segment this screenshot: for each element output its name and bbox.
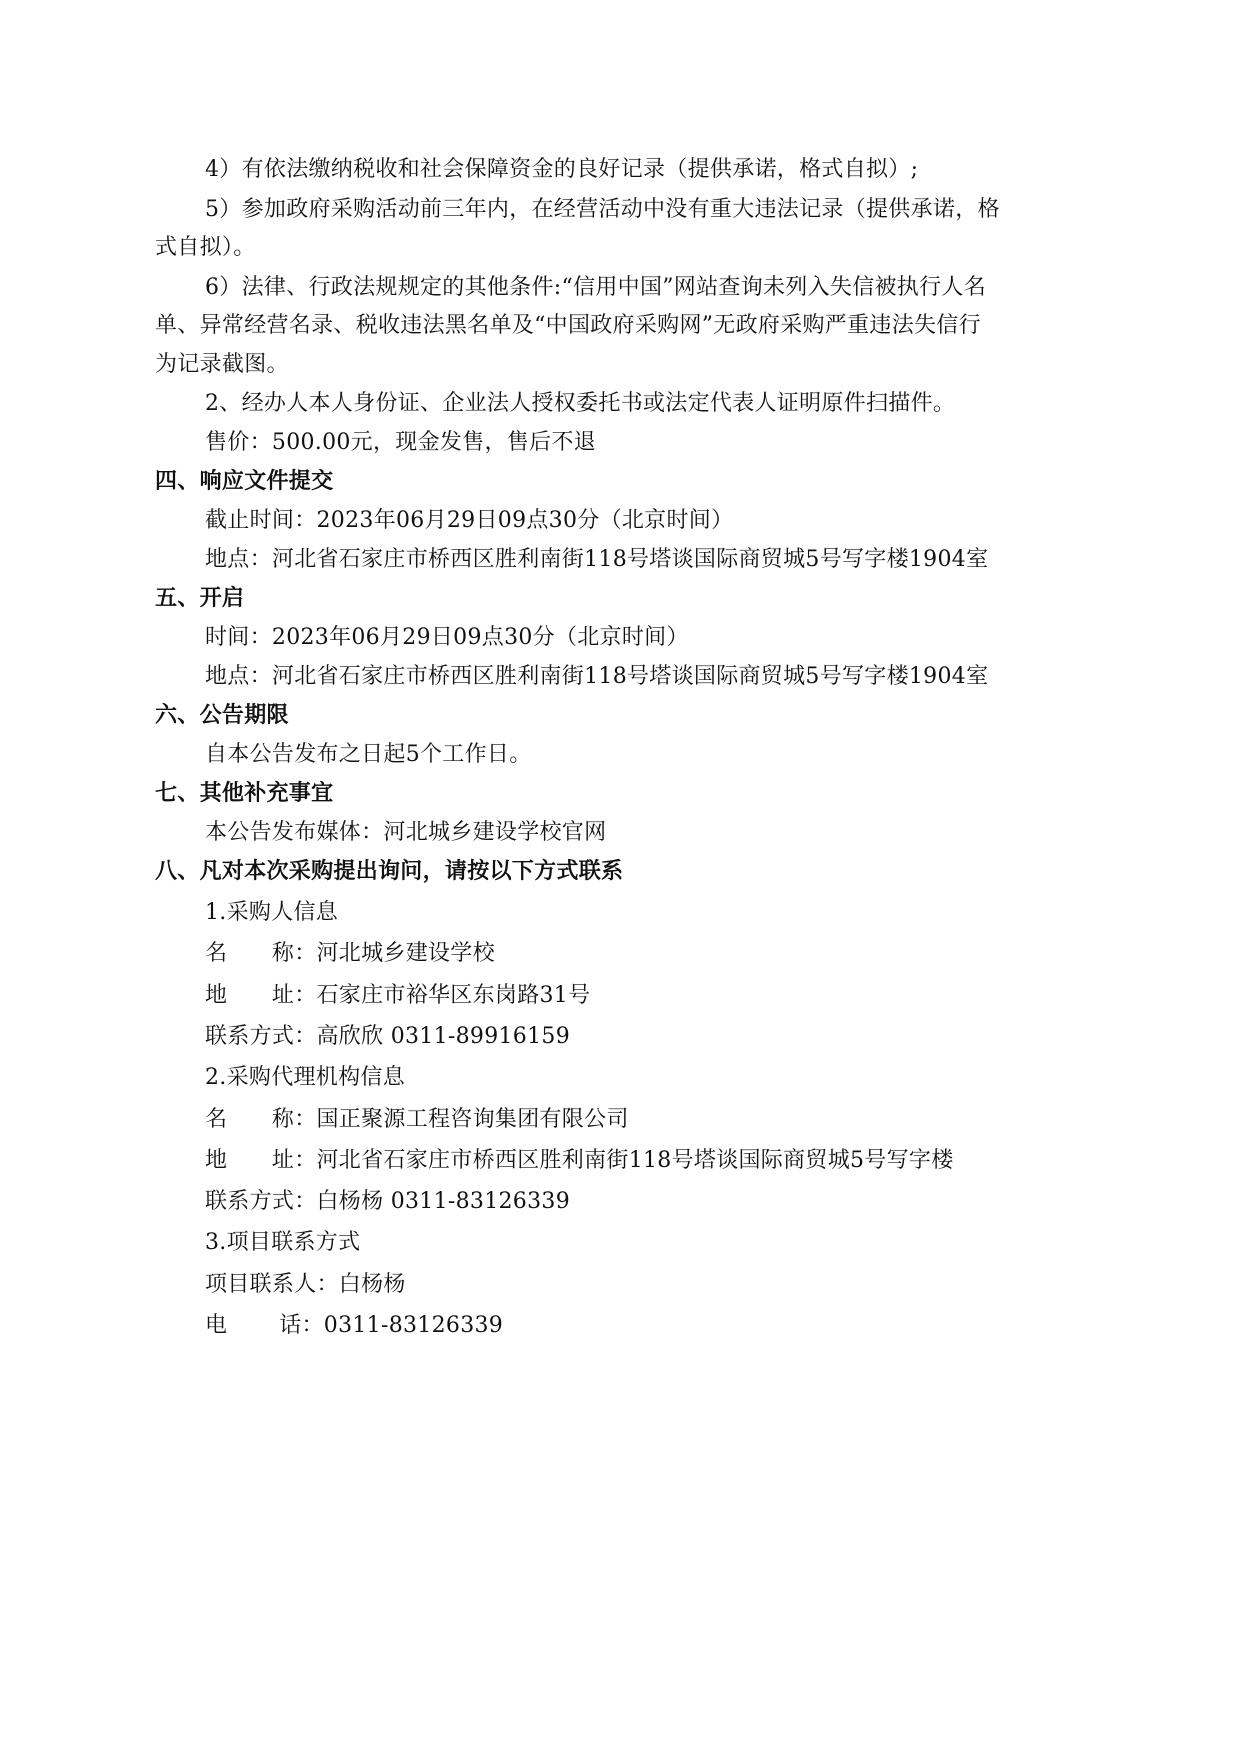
buyer-address: 地 址：石家庄市裕华区东岗路31号 (205, 983, 591, 1008)
section-7-title: 七、其他补充事宜 (155, 781, 334, 806)
qualification-item-6-line-3: 为记录截图。 (155, 352, 289, 377)
project-contact-person: 项目联系人：白杨杨 (205, 1272, 406, 1297)
buyer-name: 名 称：河北城乡建设学校 (205, 941, 495, 966)
project-contact-heading: 3.项目联系方式 (205, 1230, 361, 1255)
opening-time: 时间：2023年06月29日09点30分（北京时间） (205, 625, 689, 650)
project-contact-phone: 电 话：0311-83126339 (205, 1313, 504, 1338)
agency-contact: 联系方式：白杨杨 0311-83126339 (205, 1189, 570, 1214)
qualification-item-5-line-1: 5）参加政府采购活动前三年内，在经营活动中没有重大违法记录（提供承诺，格 (205, 197, 1000, 222)
submission-deadline: 截止时间：2023年06月29日09点30分（北京时间） (205, 508, 734, 533)
notice-period-text: 自本公告发布之日起5个工作日。 (205, 742, 532, 767)
section-5-title: 五、开启 (155, 586, 245, 611)
agency-address: 地 址：河北省石家庄市桥西区胜利南街118号塔谈国际商贸城5号写字楼 (205, 1148, 954, 1173)
qualification-item-6-line-2: 单、异常经营名录、税收违法黑名单及“中国政府采购网”无政府采购严重违法失信行 (155, 313, 981, 338)
qualification-item-4: 4）有依法缴纳税收和社会保障资金的良好记录（提供承诺，格式自拟）; (205, 157, 919, 182)
qualification-item-6-line-1: 6）法律、行政法规规定的其他条件:“信用中国”网站查询未列入失信被执行人名 (205, 275, 987, 300)
buyer-info-heading: 1.采购人信息 (205, 900, 339, 925)
agency-info-heading: 2.采购代理机构信息 (205, 1065, 405, 1090)
section-8-title: 八、凡对本次采购提出询问，请按以下方式联系 (155, 859, 624, 884)
opening-location: 地点：河北省石家庄市桥西区胜利南街118号塔谈国际商贸城5号写字楼1904室 (205, 664, 989, 689)
submission-location: 地点：河北省石家庄市桥西区胜利南街118号塔谈国际商贸城5号写字楼1904室 (205, 547, 989, 572)
qualification-item-5-line-2: 式自拟）。 (155, 235, 256, 260)
document-requirement-2: 2、经办人本人身份证、企业法人授权委托书或法定代表人证明原件扫描件。 (205, 391, 956, 416)
price-text: 售价：500.00元，现金发售，售后不退 (205, 430, 596, 455)
publishing-media-text: 本公告发布媒体：河北城乡建设学校官网 (205, 820, 607, 845)
agency-name: 名 称：国正聚源工程咨询集团有限公司 (205, 1107, 629, 1132)
section-4-title: 四、响应文件提交 (155, 469, 334, 494)
section-6-title: 六、公告期限 (155, 703, 289, 728)
buyer-contact: 联系方式：高欣欣 0311-89916159 (205, 1024, 570, 1049)
